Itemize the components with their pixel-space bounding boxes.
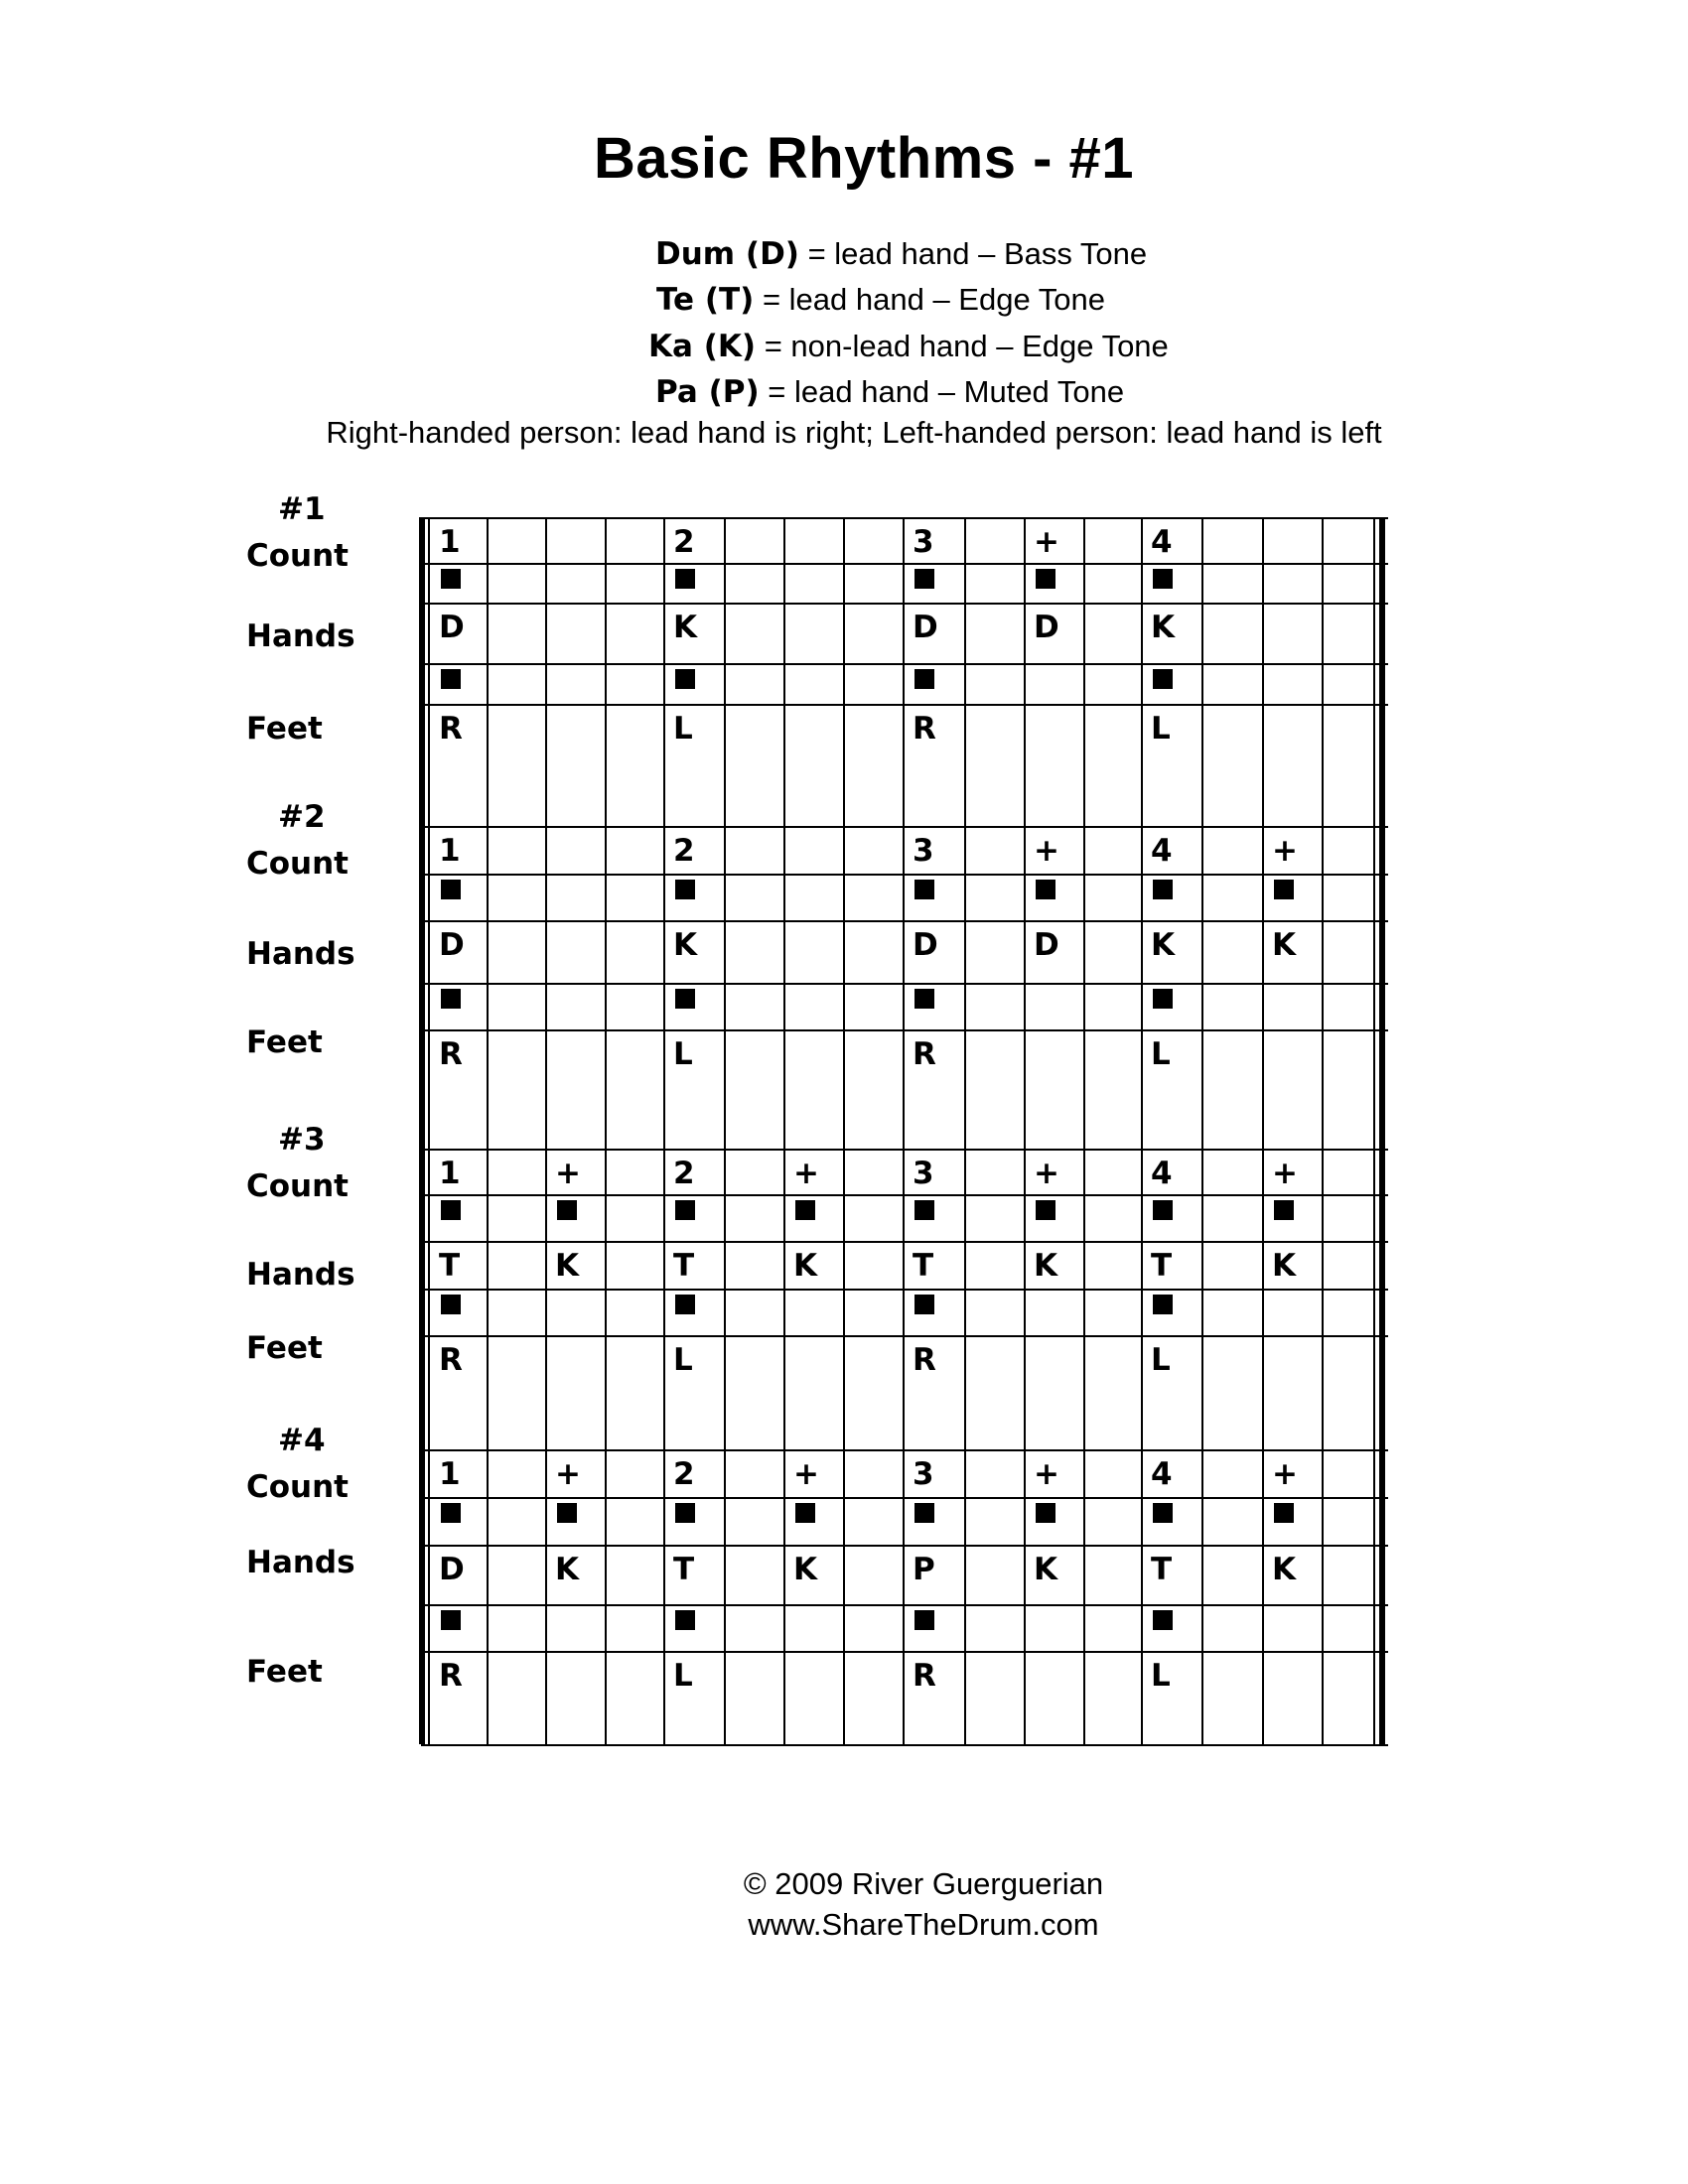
count-cell: 1 [439,524,461,560]
hands-cell: K [1151,927,1176,963]
beat-marker [1274,1200,1294,1220]
count-cell: 2 [673,524,695,560]
beat-marker [795,1503,815,1523]
step-marker [441,989,461,1009]
hands-cell: K [793,1552,818,1587]
grid-row-line [421,1335,1388,1337]
beat-marker [914,1503,934,1523]
count-label: Count [246,1469,350,1505]
hands-label: Hands [246,936,355,972]
legend-abbr: Dum (D) [655,236,799,272]
count-cell: 2 [673,1156,695,1191]
step-marker [1153,1610,1173,1630]
grid-column-line [487,517,489,1744]
rhythm-number: #3 [278,1122,326,1158]
grid-column-line [1141,517,1143,1744]
beat-marker [441,1503,461,1523]
hands-cell: K [1272,927,1297,963]
hands-cell: K [1151,610,1176,645]
legend-abbr: Te (T) [656,282,755,318]
rhythm-number: #2 [278,799,326,835]
grid-column-line [545,517,547,1744]
feet-label: Feet [246,1654,323,1690]
step-marker [441,669,461,689]
beat-marker [1153,1503,1173,1523]
count-cell: + [555,1456,581,1492]
grid-row-line [421,704,1388,706]
feet-label: Feet [246,1024,323,1060]
grid-column-line [605,517,607,1744]
count-cell: 4 [1151,833,1173,869]
grid-row-line [421,563,1388,565]
feet-cell: L [1151,1342,1171,1378]
beat-marker [1274,880,1294,899]
hands-label: Hands [246,1257,355,1293]
beat-marker [1036,1200,1055,1220]
grid-row-line [421,663,1388,665]
count-cell: 2 [673,833,695,869]
hands-cell: K [1034,1552,1058,1587]
bar-line-right-thick [1379,517,1385,1744]
beat-marker [795,1200,815,1220]
grid-row-line [421,920,1388,922]
feet-cell: L [673,711,693,747]
beat-marker [1036,569,1055,589]
hands-cell: T [1151,1552,1173,1587]
beat-marker [1153,569,1173,589]
hands-cell: T [1151,1248,1173,1284]
hands-cell: D [913,610,938,645]
bar-line-right-thin [1373,517,1375,1744]
step-marker [441,1295,461,1314]
copyright: © 2009 River Guerguerian [743,1866,1104,1901]
grid-row-line [421,603,1388,605]
grid-column-line [1322,517,1324,1744]
feet-cell: R [439,1036,463,1072]
count-label: Count [246,846,350,882]
grid-column-line [1262,517,1264,1744]
grid-row-line [421,1497,1388,1499]
step-marker [675,1295,695,1314]
bar-line-left-thick [419,517,425,1744]
step-marker [675,669,695,689]
grid-column-line [964,517,966,1744]
grid-row-line [421,517,1388,519]
count-cell: 4 [1151,524,1173,560]
feet-cell: L [1151,711,1171,747]
beat-marker [675,880,695,899]
feet-cell: R [913,1036,936,1072]
count-cell: 1 [439,1156,461,1191]
beat-marker [441,880,461,899]
feet-cell: L [673,1658,693,1694]
feet-cell: R [913,711,936,747]
beat-marker [1036,880,1055,899]
grid-row-line [421,826,1388,828]
hands-cell: K [1034,1248,1058,1284]
grid-row-line [421,1194,1388,1196]
beat-marker [1153,880,1173,899]
hands-label: Hands [246,618,355,654]
count-cell: 3 [913,833,934,869]
grid-column-line [783,517,785,1744]
beat-marker [441,1200,461,1220]
count-cell: 2 [673,1456,695,1492]
beat-marker [675,1200,695,1220]
count-cell: 1 [439,1456,461,1492]
hands-cell: K [555,1552,580,1587]
bar-line-left-thin [428,517,430,1744]
website: www.ShareTheDrum.com [748,1907,1099,1942]
grid-row-line [421,1604,1388,1606]
beat-marker [441,569,461,589]
grid-row-line [421,1744,1388,1746]
count-label: Count [246,538,350,574]
count-cell: + [1034,1456,1059,1492]
count-cell: + [793,1456,819,1492]
count-cell: 4 [1151,1156,1173,1191]
grid-row-line [421,1149,1388,1151]
hands-cell: D [1034,610,1059,645]
count-cell: 1 [439,833,461,869]
hands-cell: D [439,610,465,645]
grid-column-line [1201,517,1203,1744]
beat-marker [675,569,695,589]
grid-row-line [421,1449,1388,1451]
legend-desc: = non-lead hand – Edge Tone [756,329,1169,363]
legend-abbr: Ka (K) [648,329,757,364]
count-cell: + [555,1156,581,1191]
count-cell: + [1272,1456,1298,1492]
hands-label: Hands [246,1545,355,1580]
feet-cell: R [439,1342,463,1378]
grid-column-line [903,517,905,1744]
step-marker [675,1610,695,1630]
legend-desc: = lead hand – Muted Tone [759,374,1125,409]
grid-row-line [421,1651,1388,1653]
beat-marker [1274,1503,1294,1523]
feet-cell: R [439,1658,463,1694]
count-cell: 3 [913,1456,934,1492]
hands-cell: K [1272,1248,1297,1284]
beat-marker [557,1200,577,1220]
hands-cell: D [913,927,938,963]
feet-cell: L [673,1036,693,1072]
grid-column-line [1024,517,1026,1744]
step-marker [675,989,695,1009]
hands-cell: D [439,927,465,963]
hands-cell: K [555,1248,580,1284]
count-cell: + [1272,1156,1298,1191]
hands-cell: K [793,1248,818,1284]
count-cell: + [1034,524,1059,560]
feet-cell: R [913,1658,936,1694]
hands-cell: D [1034,927,1059,963]
rhythm-number: #4 [278,1423,326,1458]
count-cell: + [1034,1156,1059,1191]
step-marker [914,1610,934,1630]
hands-cell: P [913,1552,935,1587]
count-cell: 3 [913,1156,934,1191]
feet-cell: L [1151,1036,1171,1072]
beat-marker [914,569,934,589]
hands-cell: K [673,927,698,963]
grid-row-line [421,1545,1388,1547]
legend-desc: = lead hand – Edge Tone [754,282,1105,317]
hands-cell: D [439,1552,465,1587]
grid-row-line [421,983,1388,985]
feet-cell: R [913,1342,936,1378]
legend-desc: = lead hand – Bass Tone [798,236,1148,271]
beat-marker [675,1503,695,1523]
handedness-note: Right-handed person: lead hand is right; Left-handed person: lead hand is left [326,415,1382,450]
step-marker [914,669,934,689]
count-cell: 3 [913,524,934,560]
count-label: Count [246,1168,350,1204]
step-marker [914,989,934,1009]
feet-cell: L [1151,1658,1171,1694]
grid-column-line [843,517,845,1744]
feet-cell: L [673,1342,693,1378]
page-title: Basic Rhythms - #1 [593,126,1135,191]
grid-row-line [421,1029,1388,1031]
hands-cell: K [673,610,698,645]
feet-label: Feet [246,1330,323,1366]
count-cell: + [793,1156,819,1191]
feet-cell: R [439,711,463,747]
legend-abbr: Pa (P) [655,374,760,410]
grid-column-line [724,517,726,1744]
grid-column-line [663,517,665,1744]
hands-cell: T [673,1552,695,1587]
step-marker [1153,989,1173,1009]
grid-row-line [421,1241,1388,1243]
hands-cell: T [913,1248,934,1284]
step-marker [441,1610,461,1630]
hands-cell: K [1272,1552,1297,1587]
rhythm-number: #1 [278,491,326,527]
hands-cell: T [439,1248,461,1284]
beat-marker [914,880,934,899]
count-cell: + [1034,833,1059,869]
step-marker [1153,669,1173,689]
beat-marker [914,1200,934,1220]
beat-marker [557,1503,577,1523]
count-cell: 4 [1151,1456,1173,1492]
beat-marker [1153,1200,1173,1220]
step-marker [1153,1295,1173,1314]
grid-row-line [421,1289,1388,1291]
step-marker [914,1295,934,1314]
beat-marker [1036,1503,1055,1523]
count-cell: + [1272,833,1298,869]
grid-column-line [1083,517,1085,1744]
feet-label: Feet [246,711,323,747]
hands-cell: T [673,1248,695,1284]
grid-row-line [421,874,1388,876]
